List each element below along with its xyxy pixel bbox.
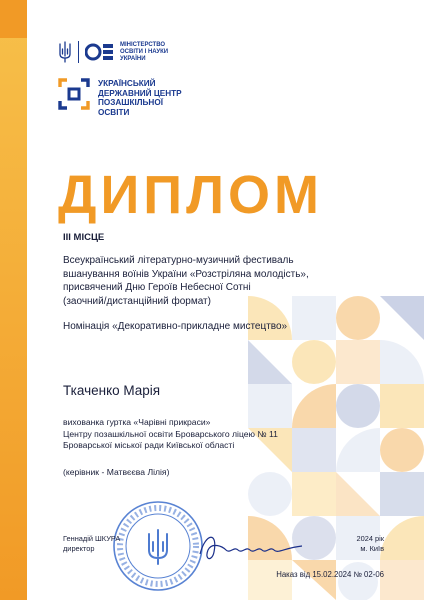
place-label: ІІІ МІСЦЕ (63, 232, 105, 243)
order-reference: Наказ від 15.02.2024 № 02-06 (276, 570, 384, 579)
official-stamp (112, 500, 204, 592)
recipient-name: Ткаченко Марія (63, 383, 161, 398)
trident-icon (58, 41, 72, 63)
cube-logo-icon (58, 78, 90, 110)
left-color-stripe (0, 0, 27, 600)
diploma-title: ДИПЛОМ (58, 165, 323, 225)
director-signature (196, 528, 306, 568)
signatory-role: директор (63, 544, 95, 553)
ministry-logo (58, 40, 168, 64)
recipient-description: вихованка гуртка «Чарівні прикраси» Центру позашкільної освіти Броварського ліцею № 11 Броварської міської ради Київської області (63, 417, 278, 450)
center-name: УКРАЇНСЬКИЙ ДЕРЖАВНИЙ ЦЕНТР ПОЗАШКІЛЬНОЇ ОСВІТИ (98, 79, 182, 117)
issue-city: м. Київ (360, 544, 384, 553)
center-logo (58, 78, 182, 117)
nomination-label: Номінація «Декоративно-прикладне мистецтво» (63, 321, 288, 332)
issue-year: 2024 рік (356, 534, 384, 543)
ministry-name: МІНІСТЕРСТВО ОСВІТИ І НАУКИ УКРАЇНИ (120, 41, 169, 62)
ministry-mark-icon (85, 41, 115, 63)
signatory-name: Геннадій ШКУРА (63, 534, 121, 543)
date-block (357, 534, 384, 554)
signatory-block (63, 534, 120, 554)
supervisor-label: (керівник - Матвєєва Лілія) (63, 467, 170, 477)
festival-description: Всеукраїнський літературно-музичний фестиваль вшанування воїнів України «Розстріляна молодість», присвячений Дню Героїв Небесної Сотні (заочний/дистанційний формат) (63, 255, 309, 307)
logo-divider (78, 41, 79, 63)
